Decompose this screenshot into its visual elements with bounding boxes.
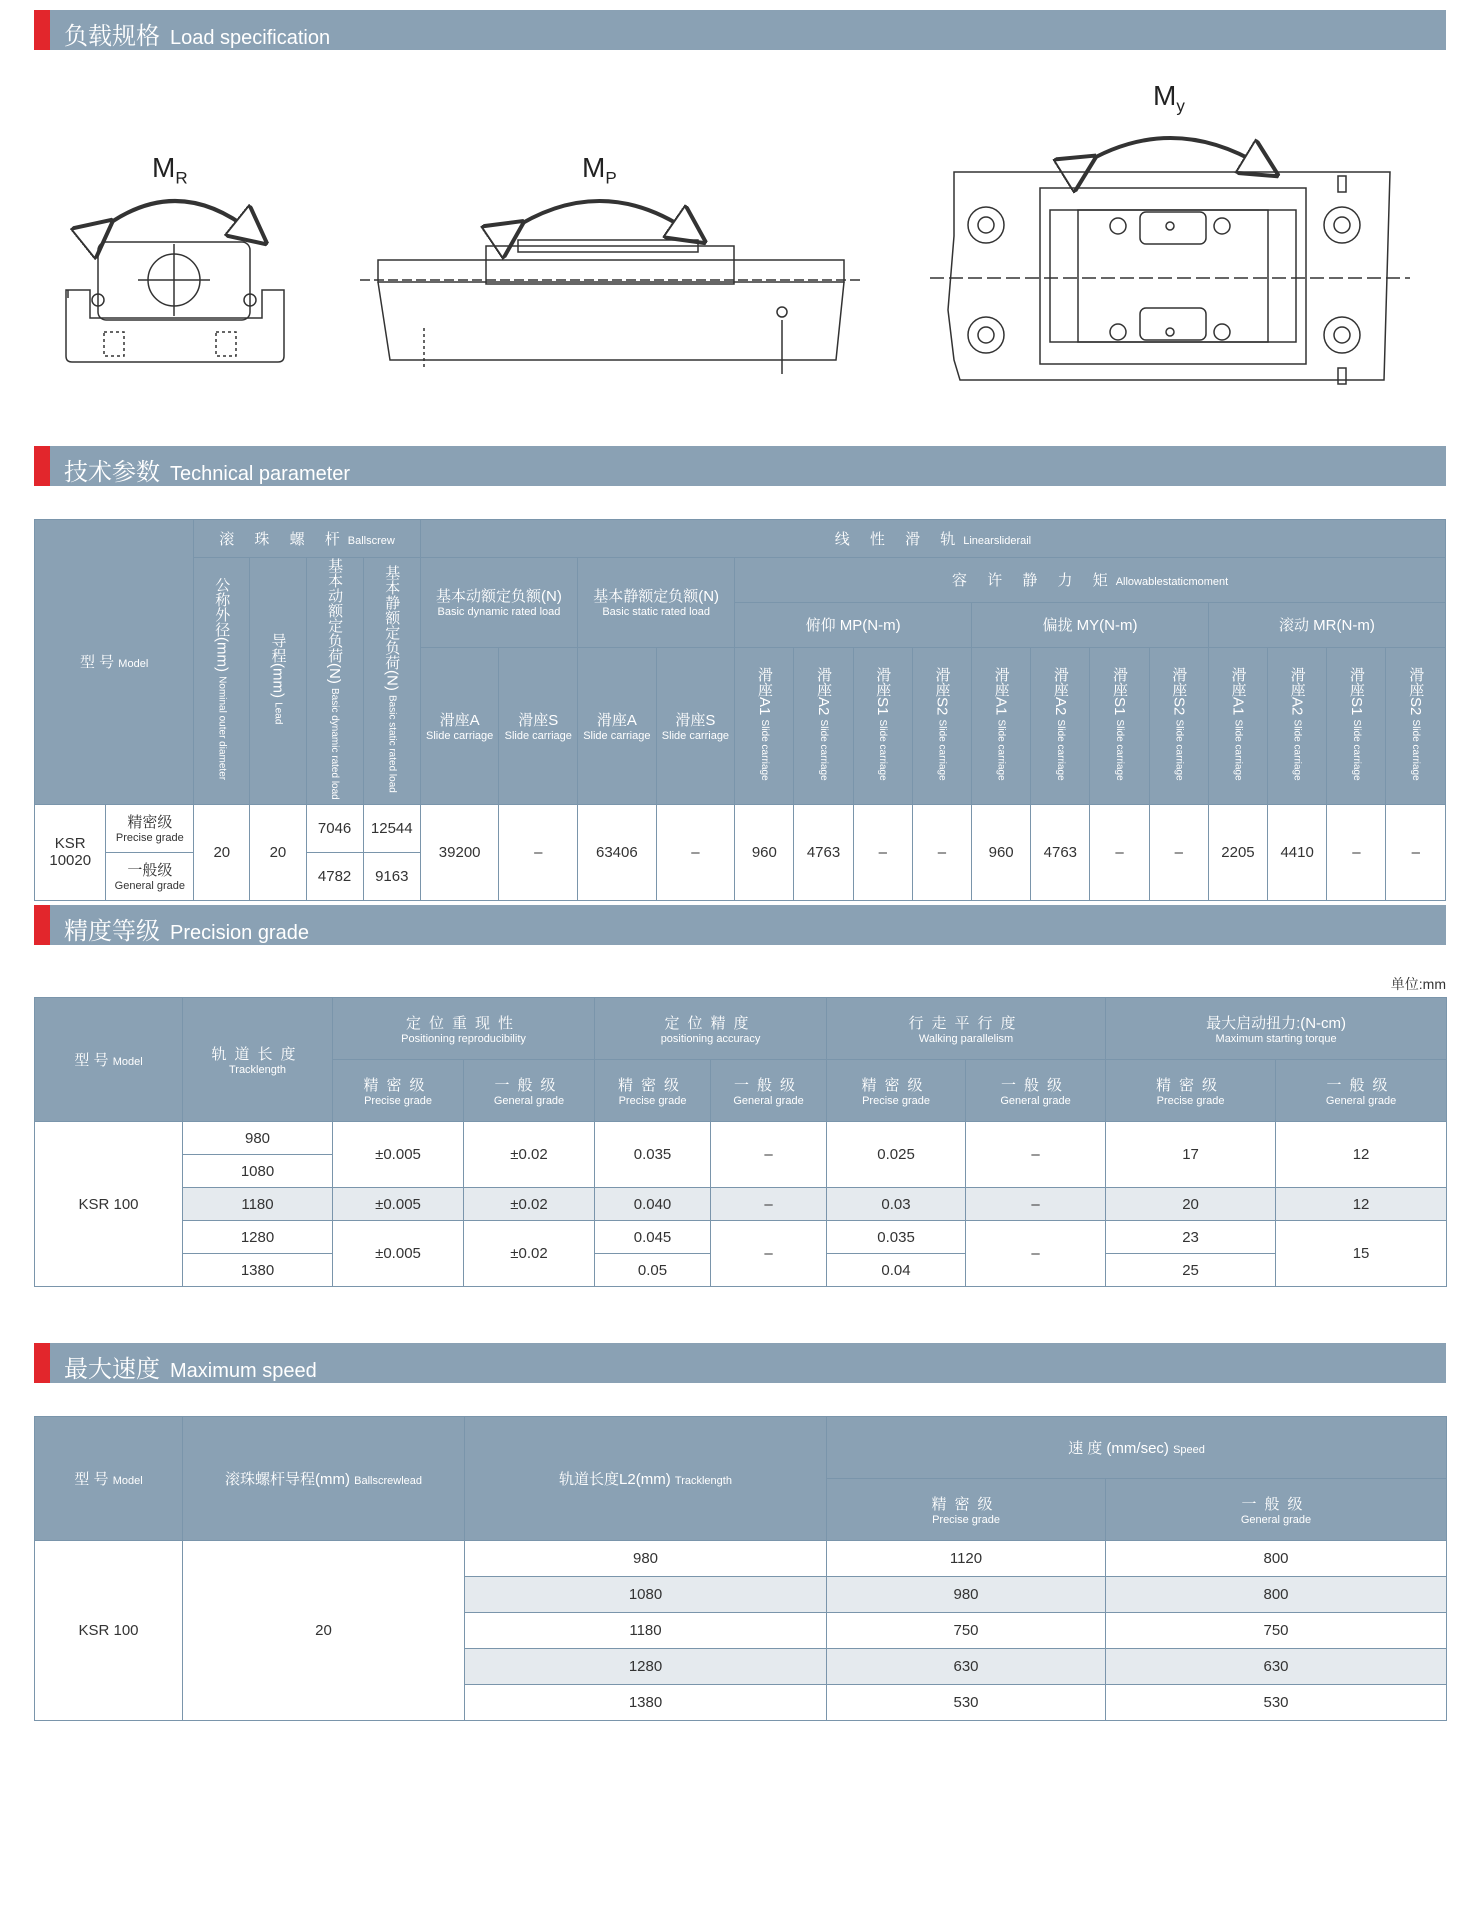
carriage-s-header: 滑座S Slide carriage [499, 647, 578, 804]
par-precise-cell: 0.025 [827, 1122, 966, 1188]
moment-subheader: 滑座S2 Slide carriage [1386, 647, 1446, 804]
section-title: 技术参数 [64, 459, 160, 486]
accuracy-header: 定位精度 positioning accuracy [595, 998, 827, 1060]
rail-value: – [499, 804, 578, 900]
mp-screw [378, 260, 844, 282]
precise-grade-cell: 精密级 Precise grade [106, 804, 194, 852]
my-label: $M_y$ [1153, 80, 1185, 116]
moment-subheader: 滑座A2 Slide carriage [1268, 647, 1327, 804]
speed-general-cell: 800 [1106, 1577, 1447, 1613]
rail-value: – [853, 804, 912, 900]
carriage-a-header: 滑座A Slide carriage [420, 647, 499, 804]
moment-subheader: 滑座A1 Slide carriage [735, 647, 794, 804]
rail-value: – [1386, 804, 1446, 900]
moment-subheader: 滑座A1 Slide carriage [1208, 647, 1267, 804]
rail-dynamic-header: 基本动额定负额(N) Basic dynamic rated load [420, 558, 577, 648]
mp-arrow [508, 201, 690, 232]
lead-header: 滚珠螺杆导程(mm) Ballscrewlead [183, 1417, 465, 1541]
speed-precise-cell: 980 [827, 1577, 1106, 1613]
general-grade-header: 一般级 General grade [1276, 1060, 1447, 1122]
general-grade-header: 一般级 General grade [464, 1060, 595, 1122]
rail-value: 960 [972, 804, 1031, 900]
mr-arrow [98, 201, 252, 232]
track-length-header: 轨道长度 Tracklength [183, 998, 333, 1122]
tor-precise-cell: 23 [1106, 1221, 1276, 1254]
rail-header: 线 性 滑 轨Linearsliderail [420, 520, 1445, 558]
nominal-diameter-header: 公称外径(mm) Nominal outer diameter [194, 558, 250, 805]
roll-header: 滚动 MR(N-m) [1208, 602, 1445, 647]
rep-general-cell: ±0.02 [464, 1188, 595, 1221]
rail-value: – [1090, 804, 1149, 900]
moment-subheader: 滑座S2 Slide carriage [912, 647, 971, 804]
dynamic-general-value: 4782 [306, 852, 363, 900]
speed-precise-cell: 530 [827, 1685, 1106, 1721]
rail-value: – [656, 804, 735, 900]
lead-cell: 20 [183, 1541, 465, 1721]
general-grade-header: 一般级 General grade [1106, 1479, 1447, 1541]
my-rail [948, 172, 1390, 380]
my-arrow [1080, 138, 1262, 166]
section-subtitle: Maximum speed [170, 1360, 317, 1382]
acc-precise-cell: 0.040 [595, 1188, 711, 1221]
track-length-cell: 1180 [465, 1613, 827, 1649]
rep-general-cell: ±0.02 [464, 1122, 595, 1188]
pitch-header: 俯仰 MP(N-m) [735, 602, 972, 647]
track-length-cell: 1280 [465, 1649, 827, 1685]
moment-diagram [0, 60, 1476, 400]
carriage-a-header: 滑座A Slide carriage [578, 647, 657, 804]
rail-value: – [1327, 804, 1386, 900]
track-length-cell: 980 [183, 1122, 333, 1155]
track-length-cell: 1080 [183, 1155, 333, 1188]
moment-subheader: 滑座S1 Slide carriage [1090, 647, 1149, 804]
model-cell: KSR 100 [35, 1122, 183, 1287]
load-spec-header [34, 10, 1446, 50]
precision-header [34, 905, 1446, 945]
acc-precise-cell: 0.045 [595, 1221, 711, 1254]
par-precise-cell: 0.03 [827, 1188, 966, 1221]
dynamic-precise-value: 7046 [306, 804, 363, 852]
section-marker [34, 446, 50, 486]
rail-value: 2205 [1208, 804, 1267, 900]
acc-general-cell: – [711, 1122, 827, 1188]
precision-table [34, 997, 1447, 1287]
section-marker [34, 1343, 50, 1383]
unit-label: 单位:mm [1390, 976, 1446, 992]
track-length-cell: 1380 [183, 1254, 333, 1287]
track-length-cell: 1180 [183, 1188, 333, 1221]
yaw-header: 偏拢 MY(N-m) [972, 602, 1209, 647]
track-length-cell: 1080 [465, 1577, 827, 1613]
static-precise-value: 12544 [363, 804, 420, 852]
general-grade-cell: 一般级 General grade [106, 852, 194, 900]
rail-value: 4763 [794, 804, 853, 900]
speed-header [34, 1343, 1446, 1383]
acc-general-cell: – [711, 1221, 827, 1287]
rail-value: 4763 [1031, 804, 1090, 900]
precise-grade-header: 精密级 Precise grade [333, 1060, 464, 1122]
precise-grade-header: 精密级 Precise grade [1106, 1060, 1276, 1122]
speed-general-cell: 750 [1106, 1613, 1447, 1649]
rail-value: – [1149, 804, 1208, 900]
tech-param-header [34, 446, 1446, 486]
moment-subheader: 滑座A2 Slide carriage [1031, 647, 1090, 804]
par-general-cell: – [966, 1221, 1106, 1287]
acc-precise-cell: 0.05 [595, 1254, 711, 1287]
allowable-moment-header: 容 许 静 力 矩Allowablestaticmoment [735, 558, 1446, 603]
speed-precise-cell: 1120 [827, 1541, 1106, 1577]
mr-label: $M_R$ [152, 152, 188, 188]
section-marker [34, 905, 50, 945]
moment-subheader: 滑座S1 Slide carriage [853, 647, 912, 804]
par-precise-cell: 0.04 [827, 1254, 966, 1287]
speed-group-header: 速 度 (mm/sec) Speed [827, 1417, 1447, 1479]
section-subtitle: Technical parameter [170, 463, 351, 485]
section-subtitle: Precision grade [170, 922, 309, 944]
speed-general-cell: 800 [1106, 1541, 1447, 1577]
speed-precise-cell: 630 [827, 1649, 1106, 1685]
mp-label: $M_P$ [582, 152, 617, 188]
rep-precise-cell: ±0.005 [333, 1122, 464, 1188]
rail-value: 63406 [578, 804, 657, 900]
section-marker [34, 10, 50, 50]
rep-general-cell: ±0.02 [464, 1221, 595, 1287]
rail-value: – [912, 804, 971, 900]
tor-general-cell: 15 [1276, 1221, 1447, 1287]
tor-precise-cell: 20 [1106, 1188, 1276, 1221]
carriage-s-header: 滑座S Slide carriage [656, 647, 735, 804]
section-subtitle: Load specification [170, 27, 331, 49]
torque-header: 最大启动扭力:(N-cm) Maximum starting torque [1106, 998, 1447, 1060]
section-title: 最大速度 [64, 1356, 160, 1383]
track-length-cell: 1280 [183, 1221, 333, 1254]
acc-general-cell: – [711, 1188, 827, 1221]
lead-header: 导程(mm) Lead [250, 558, 306, 805]
tor-general-cell: 12 [1276, 1188, 1447, 1221]
model-header: 型 号 Model [35, 1417, 183, 1541]
general-grade-header: 一般级 General grade [966, 1060, 1106, 1122]
parallelism-header: 行走平行度 Walking parallelism [827, 998, 1106, 1060]
moment-subheader: 滑座A1 Slide carriage [972, 647, 1031, 804]
section-title: 精度等级 [64, 918, 160, 945]
mp-rail [378, 282, 844, 360]
reproducibility-header: 定位重现性 Positioning reproducibility [333, 998, 595, 1060]
precise-grade-header: 精密级 Precise grade [595, 1060, 711, 1122]
moment-subheader: 滑座S2 Slide carriage [1149, 647, 1208, 804]
par-general-cell: – [966, 1122, 1106, 1188]
moment-subheader: 滑座A2 Slide carriage [794, 647, 853, 804]
model-header: 型 号 Model [35, 998, 183, 1122]
rail-value: 39200 [420, 804, 499, 900]
track-length-cell: 980 [465, 1541, 827, 1577]
speed-precise-cell: 750 [827, 1613, 1106, 1649]
tor-general-cell: 12 [1276, 1122, 1447, 1188]
speed-table [34, 1416, 1447, 1721]
dynamic-load-header: 基本动额定负荷(N) Basic dynamic rated load [306, 558, 363, 805]
tor-precise-cell: 25 [1106, 1254, 1276, 1287]
moment-subheader: 滑座S1 Slide carriage [1327, 647, 1386, 804]
tech-param-table [34, 519, 1446, 901]
track-length-header: 轨道长度L2(mm) Tracklength [465, 1417, 827, 1541]
static-load-header: 基本静额定负荷(N) Basic static rated load [363, 558, 420, 805]
speed-general-cell: 530 [1106, 1685, 1447, 1721]
general-grade-header: 一般级 General grade [711, 1060, 827, 1122]
ballscrew-header: 滚 珠 螺 杆Ballscrew [194, 520, 421, 558]
par-precise-cell: 0.035 [827, 1221, 966, 1254]
precise-grade-header: 精密级 Precise grade [827, 1479, 1106, 1541]
rail-value: 4410 [1268, 804, 1327, 900]
model-cell: KSR 10020 [35, 804, 106, 900]
rep-precise-cell: ±0.005 [333, 1188, 464, 1221]
lead-value: 20 [250, 804, 306, 900]
par-general-cell: – [966, 1188, 1106, 1221]
rail-value: 960 [735, 804, 794, 900]
model-header: 型 号 Model [35, 520, 194, 805]
tor-precise-cell: 17 [1106, 1122, 1276, 1188]
rep-precise-cell: ±0.005 [333, 1221, 464, 1287]
static-general-value: 9163 [363, 852, 420, 900]
model-cell: KSR 100 [35, 1541, 183, 1721]
section-title: 负载规格 [64, 23, 160, 50]
nominal-value: 20 [194, 804, 250, 900]
acc-precise-cell: 0.035 [595, 1122, 711, 1188]
diagram-svg [0, 60, 1476, 400]
rail-static-header: 基本静额定负额(N) Basic static rated load [578, 558, 735, 648]
track-length-cell: 1380 [465, 1685, 827, 1721]
precise-grade-header: 精密级 Precise grade [827, 1060, 966, 1122]
speed-general-cell: 630 [1106, 1649, 1447, 1685]
